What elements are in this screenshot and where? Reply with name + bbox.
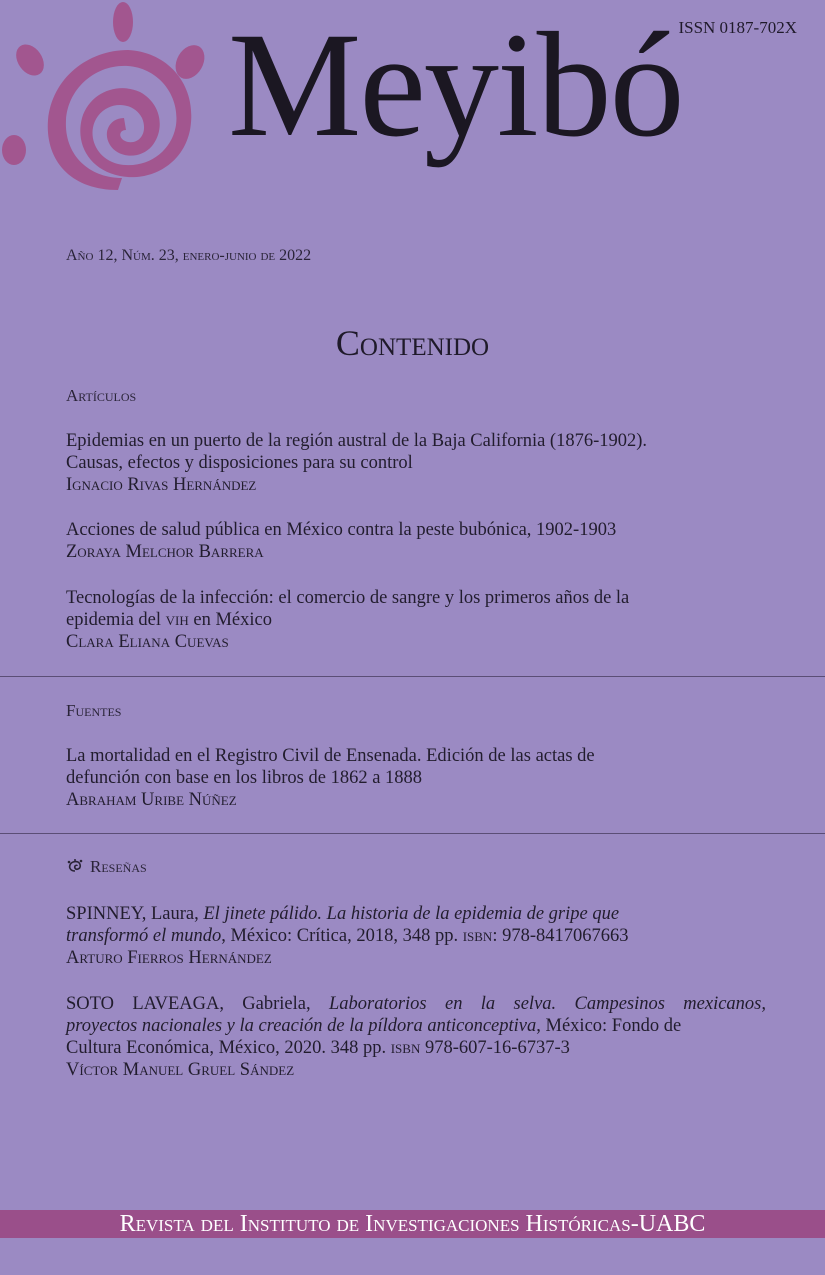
article-entry[interactable]: [66, 587, 766, 653]
source-author: Abraham Uribe Núñez: [66, 790, 237, 810]
article-author: Ignacio Rivas Hernández: [66, 475, 257, 495]
review-citation: proyectos nacionales y la creación de la píldora anticonceptiva, México: Fondo de: [66, 1016, 682, 1036]
section-divider: [0, 833, 825, 834]
section-label-articulos: Artículos: [66, 386, 137, 405]
article-author: Clara Eliana Cuevas: [66, 632, 229, 652]
review-citation: Cultura Económica, México, 2020. 348 pp. isbn 978-607-16-6737-3: [66, 1038, 570, 1058]
article-author: Zoraya Melchor Barrera: [66, 542, 264, 562]
journal-title: Meyibó: [228, 2, 683, 168]
section-label-fuentes: Fuentes: [66, 701, 122, 720]
article-title: Causas, efectos y disposiciones para su control: [66, 453, 413, 473]
source-entry[interactable]: [66, 745, 766, 811]
issue-info: Año 12, Núm. 23, enero-junio de 2022: [66, 247, 312, 264]
spiral-icon: [66, 859, 84, 873]
article-title: Epidemias en un puerto de la región austral de la Baja California (1876-1902).: [66, 431, 648, 451]
contents-heading: Contenido: [335, 323, 490, 363]
review-citation: SPINNEY, Laura, El jinete pálido. La historia de la epidemia de gripe que: [66, 904, 620, 924]
section-divider: [0, 676, 825, 677]
review-author: Arturo Fierros Hernández: [66, 948, 272, 968]
review-entry[interactable]: [66, 903, 766, 969]
source-title: defunción con base en los libros de 1862 a 1888: [66, 768, 423, 788]
review-author: Víctor Manuel Gruel Sández: [66, 1060, 295, 1080]
source-title: La mortalidad en el Registro Civil de Ensenada. Edición de las actas de: [66, 746, 595, 766]
article-title: Acciones de salud pública en México contra la peste bubónica, 1902-1903: [66, 520, 617, 540]
article-title: epidemia del vih en México: [66, 610, 272, 630]
article-entry[interactable]: [66, 519, 766, 563]
article-entry[interactable]: [66, 430, 766, 496]
section-label-resenas: Reseñas: [66, 857, 147, 877]
review-citation: transformó el mundo, México: Crítica, 2018, 348 pp. isbn: 978-8417067663: [66, 926, 629, 946]
article-title: Tecnologías de la infección: el comercio de sangre y los primeros años de la: [66, 588, 630, 608]
review-citation: SOTO LAVEAGA, Gabriela, Laboratorios en la selva. Campesinos mexicanos,: [66, 994, 766, 1014]
review-entry[interactable]: [66, 993, 766, 1081]
footer-banner: Revista del Instituto de Investigaciones Históricas-UABC: [0, 1210, 825, 1238]
issn: ISSN 0187-702X: [678, 18, 797, 37]
spiral-turtle-logo-icon: [0, 0, 215, 200]
